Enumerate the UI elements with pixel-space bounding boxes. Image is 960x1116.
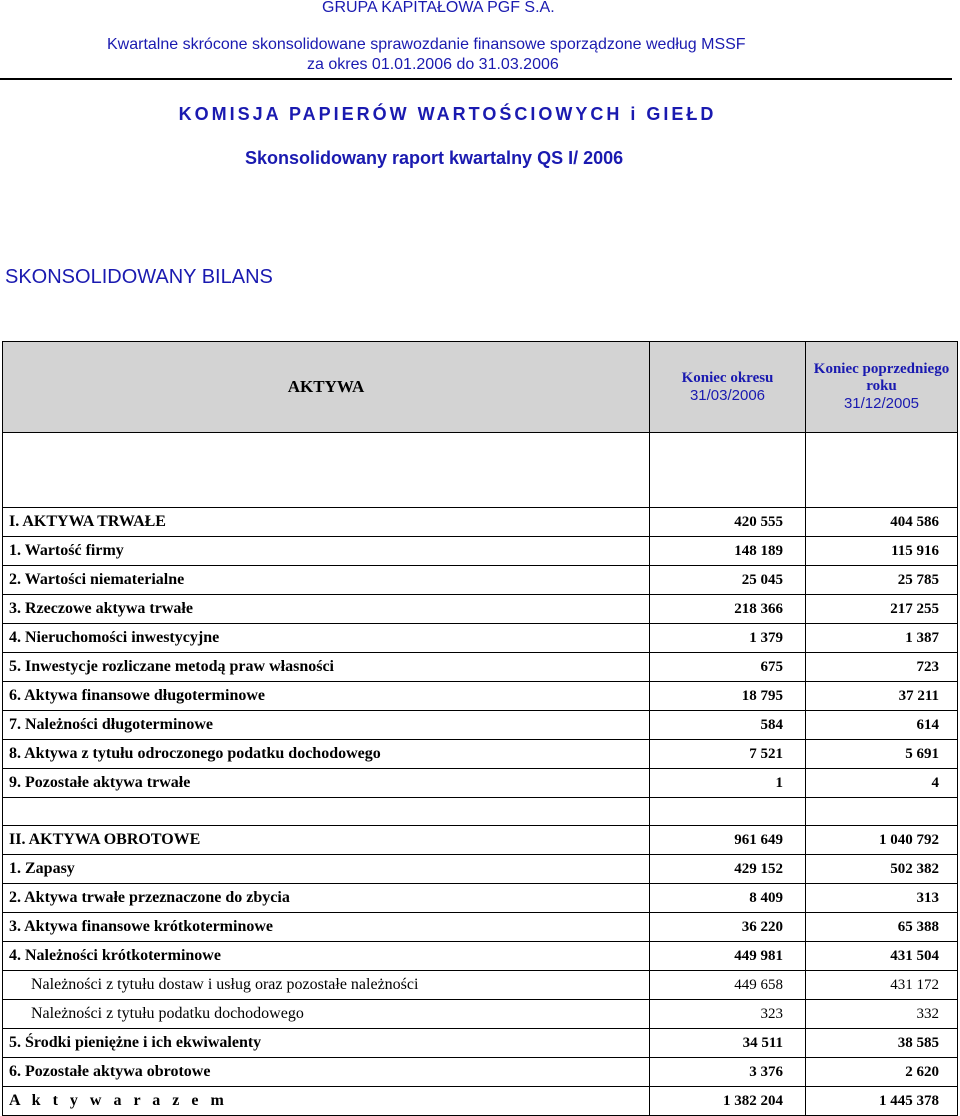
table-row [3, 508, 958, 537]
value-previous: 1 387 [806, 624, 958, 653]
column-header-previous-date: 31/12/2005 [843, 395, 920, 412]
column-header-period-date: 31/03/2006 [689, 386, 766, 404]
table-row [3, 653, 958, 682]
commission-title: KOMISJA PAPIERÓW WARTOŚCIOWYCH i GIEŁD [178, 104, 717, 124]
value-previous: 1 040 792 [806, 826, 958, 855]
column-header-period [650, 342, 806, 433]
spacer-row [3, 798, 958, 826]
row-label: 3. Rzeczowe aktywa trwałe [3, 595, 650, 624]
row-label: 2. Aktywa trwałe przeznaczone do zbycia [3, 884, 650, 913]
value-current: 961 649 [650, 826, 806, 855]
table-row [3, 1000, 958, 1029]
row-label: 8. Aktywa z tytułu odroczonego podatku dochodowego [3, 740, 650, 769]
value-previous: 313 [806, 884, 958, 913]
balance-sheet-table [2, 341, 958, 1116]
value-current: 429 152 [650, 855, 806, 884]
row-label: Należności z tytułu dostaw i usług oraz pozostałe należności [3, 971, 650, 1000]
value-current: 18 795 [650, 682, 806, 711]
table-row [3, 595, 958, 624]
table-row [3, 740, 958, 769]
total-row [3, 1087, 958, 1116]
value-current: 449 981 [650, 942, 806, 971]
table-row [3, 624, 958, 653]
value-previous: 723 [806, 653, 958, 682]
value-current: 7 521 [650, 740, 806, 769]
value-previous: 4 [806, 769, 958, 798]
row-label: 1. Wartość firmy [3, 537, 650, 566]
row-label: 6. Pozostałe aktywa obrotowe [3, 1058, 650, 1087]
row-label: 9. Pozostałe aktywa trwałe [3, 769, 650, 798]
row-label: 7. Należności długoterminowe [3, 711, 650, 740]
report-subtitle-line2: za okres 01.01.2006 do 31.03.2006 [307, 56, 559, 73]
row-label: II. AKTYWA OBROTOWE [3, 826, 650, 855]
table-row [3, 566, 958, 595]
value-previous: 404 586 [806, 508, 958, 537]
table-row [3, 1058, 958, 1087]
row-label: Należności z tytułu podatku dochodowego [3, 1000, 650, 1029]
value-current: 420 555 [650, 508, 806, 537]
table-row [3, 537, 958, 566]
header-divider [0, 78, 952, 80]
value-current: 675 [650, 653, 806, 682]
row-label: 6. Aktywa finansowe długoterminowe [3, 682, 650, 711]
value-current: 584 [650, 711, 806, 740]
table-row [3, 711, 958, 740]
value-previous: 332 [806, 1000, 958, 1029]
row-label: 4. Należności krótkoterminowe [3, 942, 650, 971]
total-label: A k t y w a r a z e m [3, 1087, 650, 1116]
row-label: 1. Zapasy [3, 855, 650, 884]
spacer-row [3, 433, 958, 508]
value-previous: 431 172 [806, 971, 958, 1000]
value-previous: 65 388 [806, 913, 958, 942]
value-current: 3 376 [650, 1058, 806, 1087]
value-current: 8 409 [650, 884, 806, 913]
value-previous: 37 211 [806, 682, 958, 711]
value-current: 1 382 204 [650, 1087, 806, 1116]
value-current: 218 366 [650, 595, 806, 624]
value-previous: 502 382 [806, 855, 958, 884]
table-row [3, 769, 958, 798]
value-current: 25 045 [650, 566, 806, 595]
value-previous: 38 585 [806, 1029, 958, 1058]
column-header-assets: AKTYWA [3, 342, 650, 433]
value-previous: 431 504 [806, 942, 958, 971]
table-row [3, 913, 958, 942]
row-label: I. AKTYWA TRWAŁE [3, 508, 650, 537]
row-label: 2. Wartości niematerialne [3, 566, 650, 595]
row-label: 5. Środki pieniężne i ich ekwiwalenty [3, 1029, 650, 1058]
company-name: GRUPA KAPITAŁOWA PGF S.A. [322, 0, 555, 16]
value-current: 34 511 [650, 1029, 806, 1058]
value-current: 323 [650, 1000, 806, 1029]
value-current: 36 220 [650, 913, 806, 942]
value-previous: 5 691 [806, 740, 958, 769]
value-current: 449 658 [650, 971, 806, 1000]
row-label: 3. Aktywa finansowe krótkoterminowe [3, 913, 650, 942]
value-current: 1 379 [650, 624, 806, 653]
table-row [3, 884, 958, 913]
table-row [3, 971, 958, 1000]
table-row [3, 826, 958, 855]
column-header-period-label: Koniec okresu [681, 369, 774, 386]
value-previous: 614 [806, 711, 958, 740]
table-row [3, 682, 958, 711]
table-row [3, 855, 958, 884]
report-title: Skonsolidowany raport kwartalny QS I/ 2006 [245, 148, 624, 168]
table-row [3, 1029, 958, 1058]
column-header-previous [806, 342, 958, 433]
column-header-previous-label: Koniec poprzedniego roku [813, 361, 950, 394]
value-previous: 25 785 [806, 566, 958, 595]
row-label: 5. Inwestycje rozliczane metodą praw własności [3, 653, 650, 682]
row-label: 4. Nieruchomości inwestycyjne [3, 624, 650, 653]
table-header-row [3, 342, 958, 433]
value-current: 1 [650, 769, 806, 798]
section-title: SKONSOLIDOWANY BILANS [5, 266, 273, 288]
table-row [3, 942, 958, 971]
value-current: 148 189 [650, 537, 806, 566]
value-previous: 2 620 [806, 1058, 958, 1087]
report-subtitle-line1: Kwartalne skrócone skonsolidowane sprawozdanie finansowe sporządzone według MSSF [107, 36, 746, 53]
value-previous: 1 445 378 [806, 1087, 958, 1116]
value-previous: 115 916 [806, 537, 958, 566]
value-previous: 217 255 [806, 595, 958, 624]
